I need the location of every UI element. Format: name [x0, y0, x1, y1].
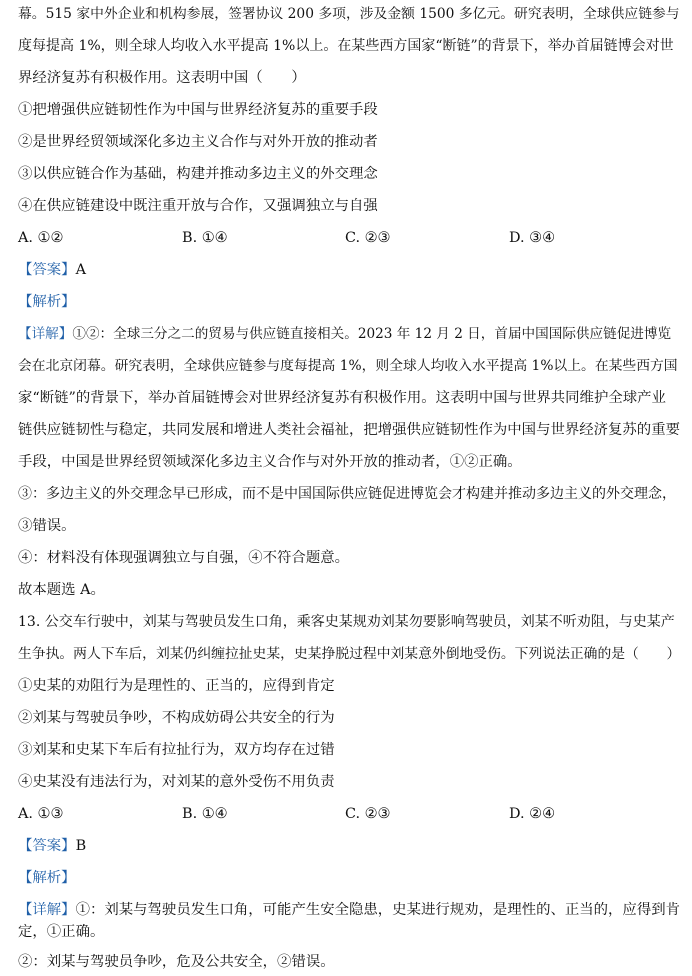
- q12-option-c: C. ②③: [345, 230, 391, 246]
- q12-statement: ④在供应链建设中既注重开放与合作，又强调独立与自强: [18, 198, 378, 214]
- q12-detail-line: ④：材料没有体现强调独立与自强，④不符合题意。: [18, 550, 349, 566]
- q13-option-d: D. ②④: [509, 806, 555, 822]
- q12-detail-line: 链供应链韧性与稳定，共同发展和增进人类社会福祉，把增强供应链韧性作为中国与世界经济复苏的重要: [18, 422, 680, 438]
- q12-statement: ③以供应链合作为基础，构建并推动多边主义的外交理念: [18, 166, 378, 182]
- answer-value: B: [75, 838, 87, 854]
- q12-answer: [18, 259, 680, 281]
- q12-statement: ②是世界经贸领域深化多边主义合作与对外开放的推动者: [18, 134, 378, 150]
- q13-detail-line: 定，①正确。: [18, 924, 105, 940]
- analysis-tag: 【解析】: [18, 870, 76, 886]
- q13-statement: ④史某没有违法行为，对刘某的意外受伤不用负责: [18, 774, 335, 790]
- answer-tag: 【答案】: [18, 262, 76, 278]
- q12-statement: ①把增强供应链韧性作为中国与世界经济复苏的重要手段: [18, 102, 378, 118]
- q12-option-d: D. ③④: [509, 230, 555, 246]
- q12-detail-line: 家“断链”的背景下，举办首届链博会对世界经济复苏有积极作用。这表明中国与世界共同维护全球产业: [18, 390, 666, 406]
- analysis-tag: 【解析】: [18, 294, 76, 310]
- q12-stem-line: 度每提高 1%，则全球人均收入水平提高 1%以上。在某些西方国家“断链”的背景下，举办首届链博会对世: [18, 38, 674, 54]
- q13-option-a: A. ①③: [18, 806, 64, 822]
- q13-stem-line: 生争执。两人下车后，刘某仍纠缠拉扯史某，史某挣脱过程中刘某意外倒地受伤。下列说法正确的是（ ）: [18, 646, 681, 662]
- q12-detail-line: [18, 323, 680, 345]
- q13-stem-line: 13. 公交车行驶中，刘某与驾驶员发生口角，乘客史某规劝刘某勿要影响驾驶员，刘某不听劝阻，与史某产: [18, 614, 675, 630]
- q12-option-a: A. ①②: [18, 230, 64, 246]
- q12-detail-line: ③：多边主义的外交理念早已形成，而不是中国国际供应链促进博览会才构建并推动多边主义的外交理念，: [18, 486, 676, 502]
- detail-text: ①②：全球三分之二的贸易与供应链直接相关。2023 年 12 月 2 日，首届中国国际供应链促进博览: [72, 326, 672, 342]
- detail-tag: 【详解】: [18, 326, 73, 342]
- q12-conclusion: 故本题选 A。: [18, 582, 105, 598]
- q13-statement: ①史某的劝阻行为是理性的、正当的，应得到肯定: [18, 678, 335, 694]
- q13-detail-line: [18, 899, 680, 921]
- answer-value: A: [75, 262, 86, 278]
- q12-stem-line: 幕。515 家中外企业和机构参展，签署协议 200 多项，涉及金额 1500 多亿元。研究表明，全球供应链参与: [18, 6, 680, 22]
- q12-detail-line: 手段，中国是世界经贸领域深化多边主义合作与对外开放的推动者，①②正确。: [18, 454, 522, 470]
- detail-tag: 【详解】: [18, 902, 76, 918]
- answer-tag: 【答案】: [18, 838, 76, 854]
- q12-option-b: B. ①④: [182, 230, 228, 246]
- q13-option-b: B. ①④: [182, 806, 228, 822]
- detail-text: ①：刘某与驾驶员发生口角，可能产生安全隐患，史某进行规劝，是理性的、正当的，应得到肯: [75, 902, 680, 918]
- q13-statement: ②刘某与驾驶员争吵，不构成妨碍公共安全的行为: [18, 710, 335, 726]
- q12-detail-line: 会在北京闭幕。研究表明，全球供应链参与度每提高 1%，则全球人均收入水平提高 1%以上。在某些西方国: [18, 358, 678, 374]
- q12-stem-line: 界经济复苏有积极作用。这表明中国（ ）: [18, 70, 306, 86]
- q13-analysis: [18, 867, 680, 889]
- q12-detail-line: ③错误。: [18, 518, 76, 534]
- q12-analysis: [18, 291, 680, 313]
- q13-option-c: C. ②③: [345, 806, 391, 822]
- q13-answer: [18, 835, 680, 857]
- q13-statement: ③刘某和史某下车后有拉扯行为，双方均存在过错: [18, 742, 335, 758]
- q13-detail-line: ②：刘某与驾驶员争吵，危及公共安全，②错误。: [18, 954, 335, 970]
